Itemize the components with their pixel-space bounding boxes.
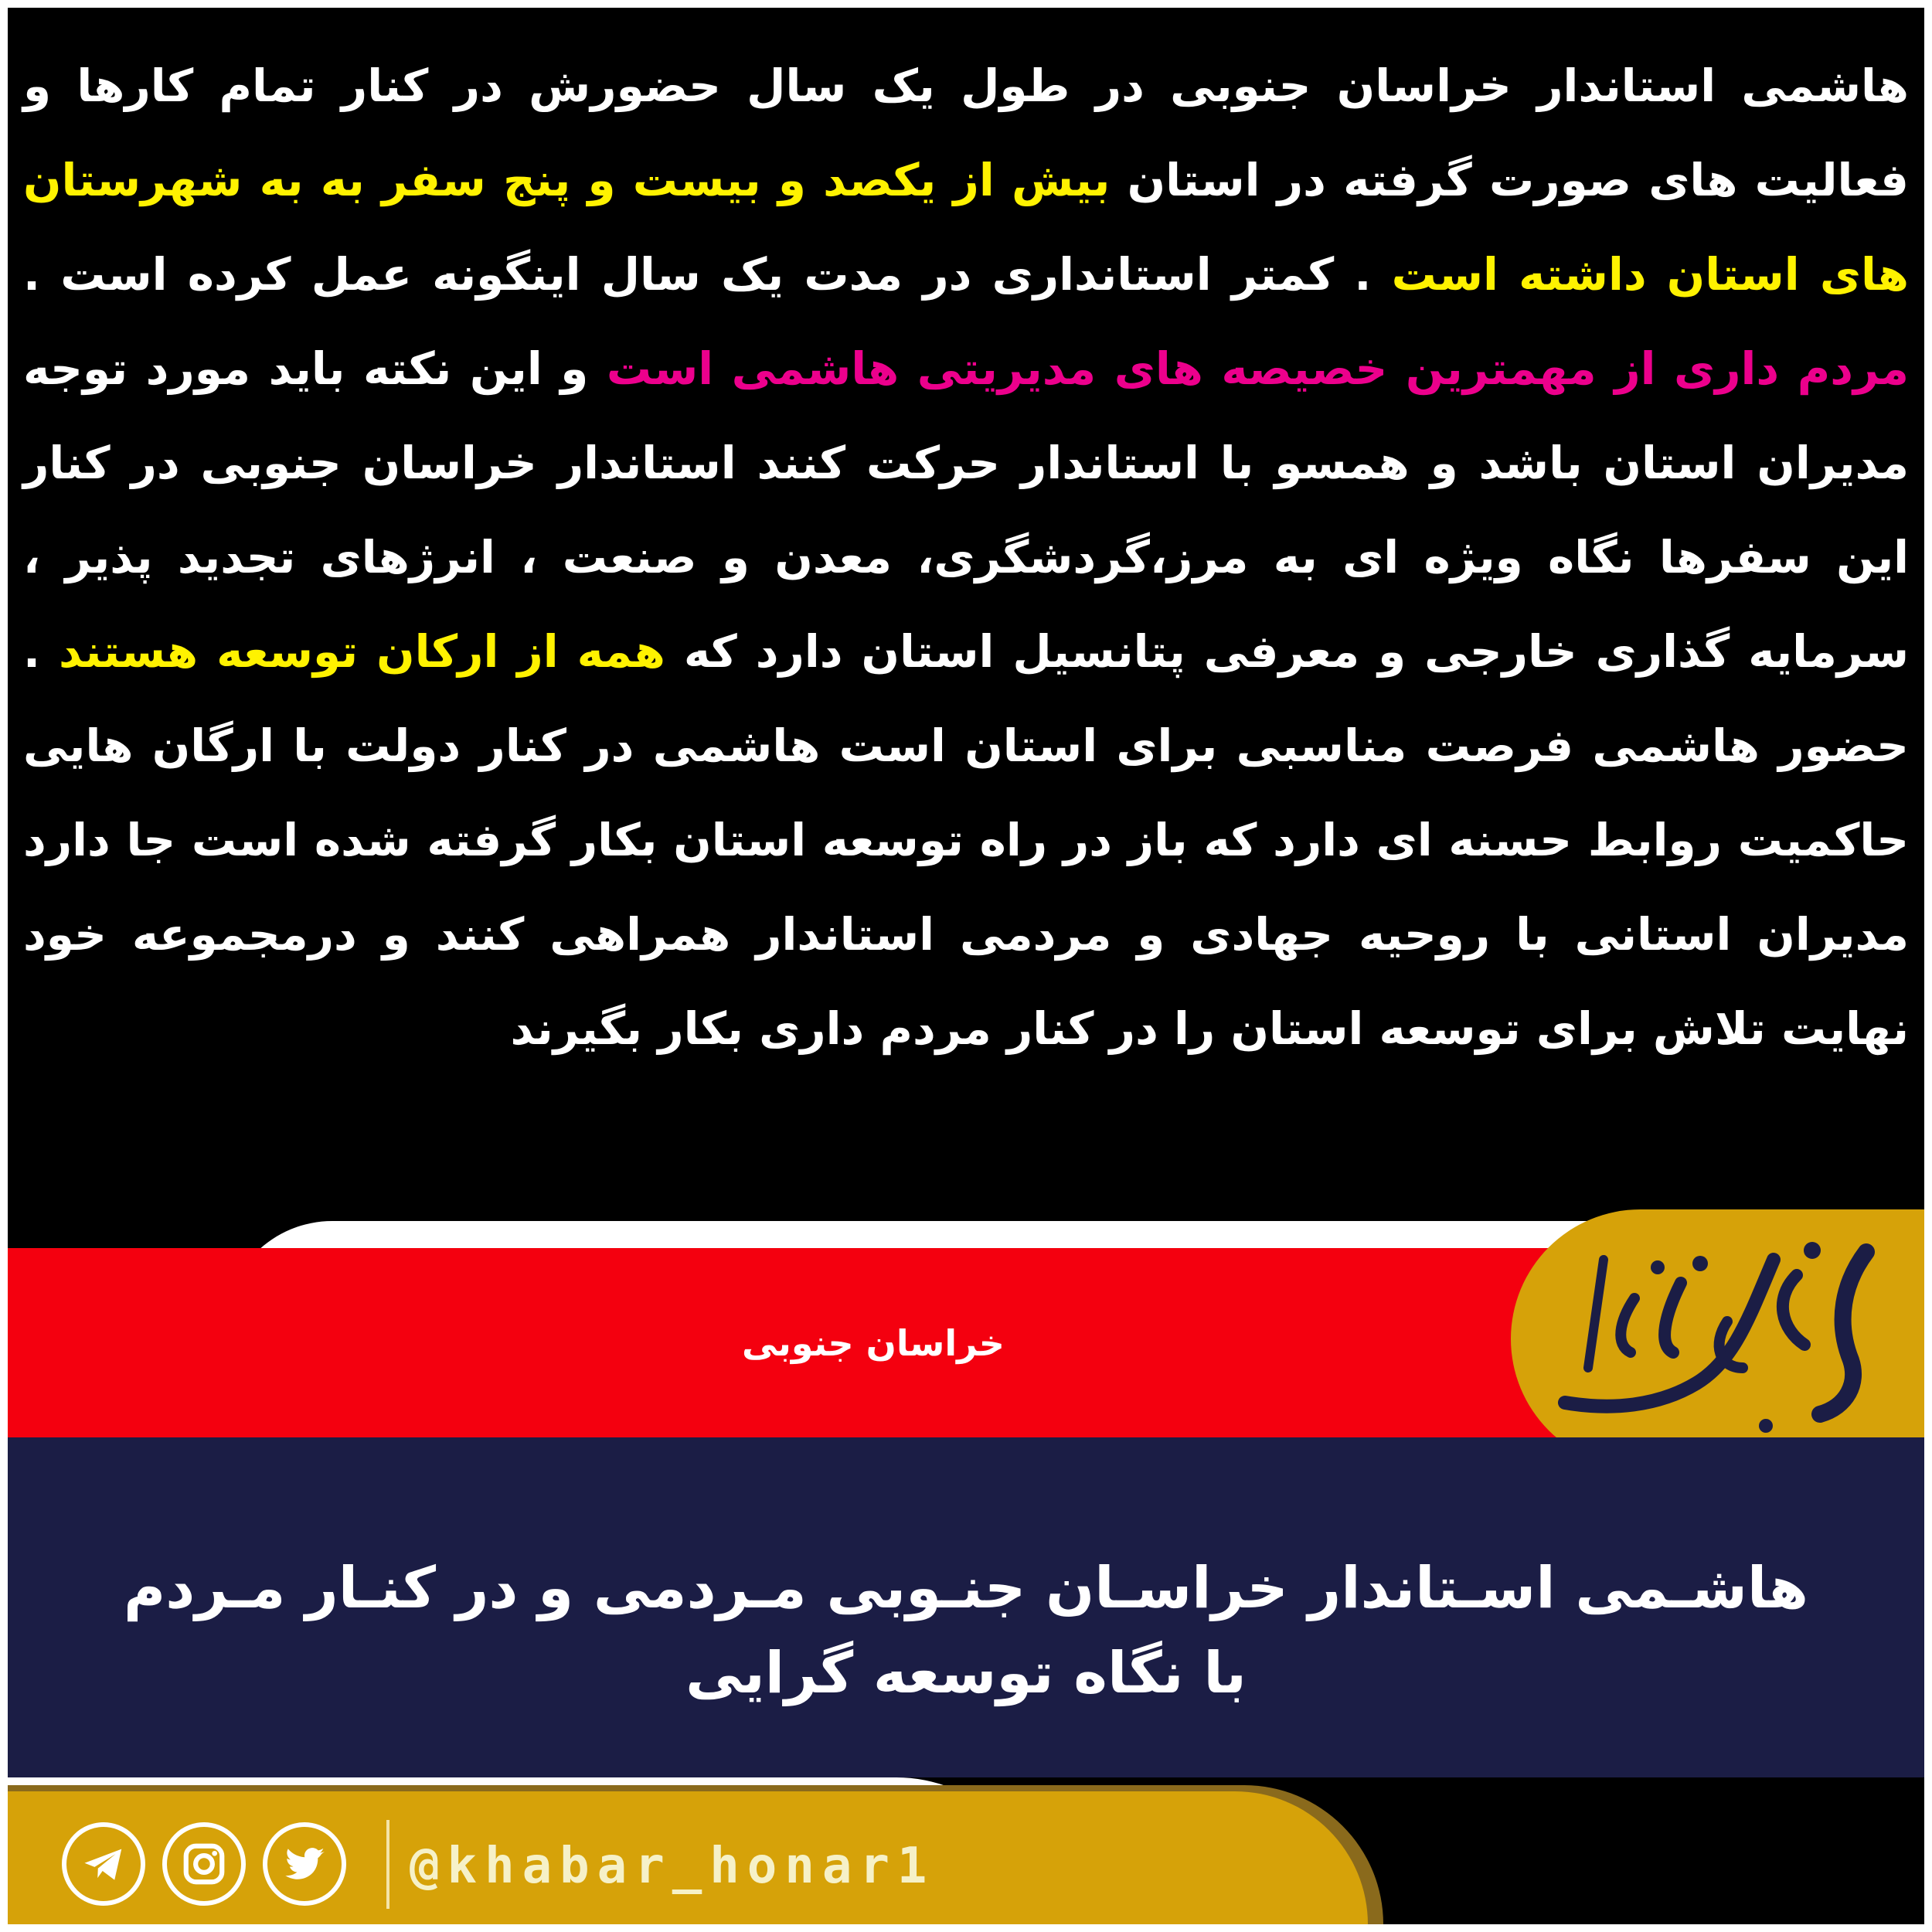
body-text-part-2: . کمتر استانداری در مدت یک سال اینگونه عمل کرده است . (23, 248, 1372, 301)
social-handle[interactable]: @khabar_honar1 (410, 1838, 935, 1895)
twitter-icon[interactable] (263, 1822, 346, 1906)
region-label: خراسان جنوبی (742, 1321, 1005, 1364)
body-text-part-1: هاشمی استاندار خراسان جنوبی در طول یک سال حضورش در کنار تمام کارها و فعالیت های صورت گرفته در استان (23, 60, 1909, 206)
instagram-icon[interactable] (162, 1822, 246, 1906)
headline (39, 1546, 1893, 1716)
logo-calligraphy-icon (1542, 1229, 1897, 1453)
highlight-development-pillars: همه از ارکان توسعه هستند (59, 625, 665, 678)
body-text-part-4: . حضور هاشمی فرصت مناسبی برای استان است هاشمی در کنار دولت با ارگان هایی حاکمیت روابط حسنه ای دارد که باز در راه توسعه استان بکار گرفته شده است جا دارد مدیران استانی با روحیه جهادی و مردمی استاندار همراهی کنند و درمجموعه خود نهایت تلاش برای توسعه استان را در کنار مردم داری بکار بگیرند (23, 625, 1909, 1055)
highlight-trips: بیش از یکصد و بیست و پنج سفر به به شهرستان های استان داشته است (23, 154, 1909, 301)
khabar-honar-logo (1511, 1209, 1924, 1468)
body-text-part-3: و این نکته باید مورد توجه مدیران استان باشد و همسو با استاندار حرکت کنند استاندار خراسان جنوبی در کنار این سفرها نگاه ویژه ای به مرز،گردشگری، معدن و صنعت ، انرژهای تجدید پذیر ، سرمایه گذاری خارجی و معرفی پتانسیل استان دارد که (23, 342, 1909, 678)
news-card (8, 8, 1924, 1924)
headline-line-2: با نگاه توسعه گرایی (685, 1640, 1247, 1706)
highlight-people-oriented: مردم داری از مهمترین خصیصه های مدیریتی هاشمی است (606, 342, 1909, 395)
telegram-icon[interactable] (62, 1822, 145, 1906)
headline-line-1: هاشـمی اسـتاندار خراسـان جنـوبی مـردمی و در کنـار مـردم (124, 1555, 1808, 1621)
article-body (23, 39, 1909, 1198)
footer-divider (386, 1820, 389, 1909)
